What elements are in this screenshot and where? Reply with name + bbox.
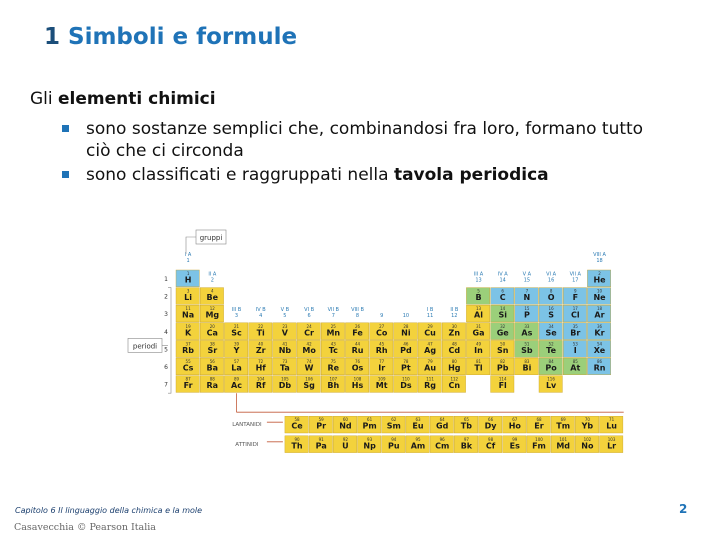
bullet-marker-icon [62, 125, 69, 132]
intro-bold: elementi chimici [58, 89, 216, 109]
group-label-roman: IV A [497, 271, 508, 278]
page-number: 2 [679, 502, 688, 516]
group-label-number: 4 [259, 312, 263, 319]
element-ga-number: 31 [475, 323, 482, 329]
element-gd-number: 64 [439, 417, 445, 423]
element-pt-number: 78 [403, 359, 409, 364]
element-cl-number: 17 [572, 306, 578, 312]
element-hg-symbol: Hg [448, 363, 461, 373]
element-ra-symbol: Ra [206, 381, 219, 391]
bullet-text: sono classificati e raggruppati nella [86, 165, 394, 185]
bullet-item [62, 164, 686, 186]
slide-number: 1 [44, 24, 61, 50]
group-label-number: 8 [355, 312, 360, 319]
element-sn-symbol: Sn [496, 345, 509, 355]
intro-prefix: Gli [30, 89, 59, 109]
element-p-symbol: P [523, 310, 530, 320]
element-cr-symbol: Cr [304, 328, 315, 338]
group-label-number: 16 [547, 277, 555, 284]
period-label: 6 [164, 364, 168, 371]
group-label-number: 15 [523, 277, 531, 284]
element-hs-symbol: Hs [351, 381, 364, 391]
element-se-symbol: Se [545, 328, 557, 338]
element-la-symbol: La [231, 363, 242, 373]
element-ag-number: 47 [427, 341, 433, 347]
element-xe-number: 54 [596, 341, 603, 347]
element-lr-symbol: Lr [607, 441, 617, 451]
element-np-symbol: Np [363, 441, 376, 451]
element-eu-symbol: Eu [412, 421, 424, 431]
element-sr-symbol: Sr [207, 345, 218, 355]
element-po-number: 84 [548, 359, 554, 364]
element-pd-symbol: Pd [400, 345, 412, 355]
element-mn-number: 25 [330, 323, 336, 329]
footer-chapter: Capitolo 6 Il linguaggio della chimica e la mole [15, 506, 203, 515]
element-ce-number: 58 [294, 417, 300, 423]
element-hf-number: 72 [258, 359, 264, 364]
element-ar-number: 18 [596, 306, 603, 312]
slide-title-text: Simboli e formule [68, 24, 298, 50]
element-ho-number: 67 [512, 417, 518, 423]
element-cf-number: 98 [488, 436, 494, 442]
element-rn-number: 86 [596, 359, 603, 364]
element-h-number: 1 [186, 271, 190, 276]
element-c-symbol: C [499, 293, 506, 303]
element-mn-symbol: Mn [326, 328, 341, 338]
element-hs-number: 108 [353, 376, 362, 382]
group-label-roman: IV B [255, 306, 266, 313]
element-fm-number: 100 [535, 436, 543, 442]
intro-line [30, 89, 216, 109]
element-ra-number: 88 [209, 376, 215, 382]
group-label-roman: VI B [304, 306, 315, 313]
element-sc-number: 21 [233, 323, 240, 329]
element-po-symbol: Po [545, 363, 557, 373]
element-am-symbol: Am [410, 441, 426, 451]
element-os-number: 76 [354, 359, 361, 364]
element-eu-number: 63 [415, 417, 421, 423]
element-zn-symbol: Zn [448, 328, 461, 338]
element-fe-symbol: Fe [352, 328, 363, 338]
element-xe-symbol: Xe [593, 345, 606, 355]
element-cs-number: 55 [185, 359, 191, 364]
element-ac-number: 89 [233, 376, 240, 382]
element-u-number: 92 [342, 436, 348, 442]
element-ne-symbol: Ne [593, 293, 606, 303]
element-i-symbol: I [573, 345, 577, 355]
periods-bracket [168, 288, 171, 394]
element-cd-number: 48 [451, 341, 457, 347]
element-lv-number: 116 [547, 376, 555, 382]
element-lu-symbol: Lu [606, 421, 617, 431]
group-label-roman: V A [522, 271, 532, 278]
period-label: 3 [164, 311, 168, 319]
copyright: Casavecchia © Pearson Italia [14, 522, 156, 533]
element-o-number: 8 [549, 288, 553, 294]
group-label-roman: V B [280, 306, 290, 313]
element-th-number: 90 [294, 436, 300, 442]
element-b-number: 5 [477, 288, 480, 294]
element-li-symbol: Li [184, 293, 193, 303]
element-f-number: 9 [574, 288, 577, 294]
element-y-number: 39 [233, 341, 240, 347]
element-pt-symbol: Pt [401, 363, 411, 373]
element-fm-symbol: Fm [532, 441, 546, 451]
element-ds-number: 110 [402, 376, 410, 382]
element-be-number: 4 [211, 288, 214, 294]
element-zr-symbol: Zr [255, 345, 266, 355]
element-cu-number: 29 [427, 323, 433, 329]
element-s-number: 16 [548, 306, 554, 312]
element-cm-number: 96 [439, 436, 445, 442]
element-ni-symbol: Ni [401, 328, 411, 338]
element-w-number: 74 [306, 359, 312, 364]
element-yb-symbol: Yb [581, 421, 594, 431]
element-pa-symbol: Pa [315, 441, 327, 451]
element-cf-symbol: Cf [485, 441, 496, 451]
group-label-roman: II A [208, 271, 217, 278]
element-dy-symbol: Dy [484, 421, 497, 431]
element-tc-symbol: Tc [328, 345, 338, 355]
element-tm-number: 69 [560, 417, 566, 423]
element-rf-number: 104 [256, 376, 265, 382]
element-pa-number: 91 [318, 436, 324, 442]
element-p-number: 15 [524, 306, 530, 312]
element-ho-symbol: Ho [508, 421, 521, 431]
slide-title [44, 24, 297, 50]
element-pm-number: 61 [367, 417, 373, 423]
group-label-roman: I A [184, 252, 192, 258]
period-label: 7 [164, 381, 168, 389]
element-ni-number: 28 [403, 323, 409, 329]
element-u-symbol: U [342, 441, 349, 451]
element-al-symbol: Al [474, 310, 483, 320]
element-mo-symbol: Mo [302, 345, 316, 355]
element-co-number: 27 [379, 323, 385, 329]
groups-callout-label: gruppi [199, 234, 223, 242]
element-fr-number: 87 [185, 376, 191, 382]
element-si-number: 14 [500, 306, 506, 312]
element-sn-number: 50 [500, 341, 506, 347]
group-label-number: 17 [572, 277, 579, 284]
element-v-symbol: V [281, 328, 289, 338]
element-rb-number: 37 [185, 341, 191, 347]
element-bh-number: 107 [329, 376, 338, 382]
element-nb-symbol: Nb [278, 345, 292, 355]
element-bh-symbol: Bh [327, 381, 340, 391]
element-cn-number: 112 [450, 376, 459, 382]
element-ds-symbol: Ds [400, 381, 412, 391]
bullet-marker-icon [62, 171, 69, 178]
element-cu-symbol: Cu [424, 328, 436, 338]
element-sb-symbol: Sb [521, 345, 533, 355]
group-label-roman: VII A [569, 271, 581, 278]
element-as-number: 33 [524, 323, 530, 329]
element-te-symbol: Te [546, 345, 557, 355]
element-mo-number: 42 [306, 341, 312, 347]
group-label-roman: I B [426, 306, 434, 313]
element-cr-number: 24 [306, 323, 312, 329]
element-rf-symbol: Rf [255, 381, 266, 391]
element-br-number: 35 [572, 323, 578, 329]
period-label: 1 [164, 276, 168, 283]
element-zr-number: 40 [258, 341, 264, 347]
period-label: 4 [164, 328, 168, 336]
element-bi-symbol: Bi [522, 363, 532, 373]
element-he-symbol: He [593, 275, 606, 285]
element-ir-number: 77 [379, 359, 385, 364]
element-co-symbol: Co [376, 328, 388, 338]
element-ne-number: 10 [596, 288, 603, 294]
element-la-number: 57 [233, 359, 240, 364]
periodic-table-svg [124, 228, 640, 490]
element-nd-number: 60 [342, 417, 348, 423]
element-pd-number: 46 [403, 341, 409, 347]
element-rb-symbol: Rb [182, 345, 195, 355]
element-se-number: 34 [548, 323, 554, 329]
element-mg-symbol: Mg [205, 310, 220, 320]
element-es-number: 99 [512, 436, 518, 442]
group-label-number: 3 [234, 312, 239, 319]
group-label-number: 14 [499, 277, 506, 284]
element-fe-number: 26 [354, 323, 361, 329]
element-ta-symbol: Ta [279, 363, 290, 373]
element-as-symbol: As [521, 328, 533, 338]
periods-callout-label: periodi [132, 342, 158, 351]
element-ir-symbol: Ir [378, 363, 386, 373]
element-tl-symbol: Tl [474, 363, 483, 373]
element-lr-number: 103 [607, 436, 616, 442]
group-label-roman: VII B [327, 306, 339, 313]
element-ca-symbol: Ca [206, 328, 218, 338]
element-ga-symbol: Ga [472, 328, 485, 338]
element-mt-number: 109 [377, 376, 386, 382]
element-re-number: 75 [330, 359, 336, 364]
element-i-number: 53 [572, 341, 578, 347]
group-label-number: 18 [596, 258, 603, 264]
element-ti-number: 22 [258, 323, 264, 329]
group-label-number: 9 [380, 312, 384, 319]
element-re-symbol: Re [327, 363, 340, 373]
element-md-symbol: Md [556, 441, 571, 451]
element-cl-symbol: Cl [570, 310, 580, 320]
element-ti-symbol: Ti [256, 328, 265, 338]
element-c-number: 6 [501, 288, 504, 294]
element-at-symbol: At [570, 363, 581, 373]
element-zn-number: 30 [451, 323, 457, 329]
element-na-number: 11 [185, 306, 191, 312]
element-cm-symbol: Cm [435, 441, 450, 451]
element-rg-number: 111 [426, 376, 434, 382]
element-he-number: 2 [598, 271, 601, 276]
element-er-number: 68 [536, 417, 542, 423]
element-mg-number: 12 [209, 306, 215, 312]
element-pb-number: 82 [500, 359, 506, 364]
element-tb-symbol: Tb [460, 421, 472, 431]
element-bk-symbol: Bk [460, 441, 473, 451]
group-label-roman: VIII B [351, 306, 364, 313]
element-ca-number: 20 [209, 323, 215, 329]
element-v-number: 23 [282, 323, 288, 329]
element-fl-symbol: Fl [498, 381, 507, 391]
group-label-number: 2 [210, 277, 214, 284]
element-n-symbol: N [523, 293, 531, 303]
element-hf-symbol: Hf [255, 363, 266, 373]
element-sr-number: 38 [209, 341, 215, 347]
element-sb-number: 51 [524, 341, 530, 347]
element-ag-symbol: Ag [424, 345, 437, 355]
element-f-symbol: F [572, 293, 579, 303]
element-tl-number: 81 [475, 359, 482, 364]
element-md-number: 101 [559, 436, 568, 442]
bullet-list [62, 118, 686, 188]
element-sc-symbol: Sc [231, 328, 242, 338]
group-label-roman: III B [231, 306, 242, 313]
element-li-number: 3 [186, 288, 190, 294]
group-label-number: 5 [283, 312, 287, 319]
element-ac-symbol: Ac [231, 381, 242, 391]
element-ba-symbol: Ba [206, 363, 219, 373]
element-sg-symbol: Sg [303, 381, 315, 391]
element-rg-symbol: Rg [424, 381, 437, 391]
element-pr-number: 59 [318, 417, 324, 423]
element-ge-number: 32 [500, 323, 506, 329]
element-pu-symbol: Pu [388, 441, 400, 451]
element-k-number: 19 [185, 323, 191, 329]
element-ar-symbol: Ar [594, 310, 605, 320]
bullet-bold-text: tavola periodica [393, 165, 549, 185]
element-pm-symbol: Pm [362, 421, 377, 431]
element-au-symbol: Au [424, 363, 437, 373]
element-fr-symbol: Fr [183, 381, 193, 391]
element-no-number: 102 [583, 436, 592, 442]
element-th-symbol: Th [291, 441, 303, 451]
element-br-symbol: Br [570, 328, 581, 338]
element-er-symbol: Er [534, 421, 544, 431]
element-pb-symbol: Pb [496, 363, 509, 373]
element-n-number: 7 [525, 288, 529, 294]
element-sm-symbol: Sm [386, 421, 401, 431]
period-label: 5 [164, 346, 168, 354]
element-ge-symbol: Ge [496, 328, 509, 338]
element-ta-number: 73 [282, 359, 288, 364]
element-ru-symbol: Ru [351, 345, 364, 355]
group-label-number: 12 [451, 312, 458, 319]
element-ru-number: 44 [354, 341, 361, 347]
element-rn-symbol: Rn [593, 363, 606, 373]
lanthanides-label: LANTANIDI [232, 422, 262, 429]
element-dy-number: 66 [488, 417, 494, 423]
actinides-label: ATTINIDI [235, 441, 259, 448]
period-label: 2 [164, 293, 168, 301]
element-db-symbol: Db [278, 381, 292, 391]
element-pr-symbol: Pr [316, 421, 327, 431]
element-ce-symbol: Ce [291, 421, 303, 431]
element-nd-symbol: Nd [339, 421, 352, 431]
element-bi-number: 83 [524, 359, 530, 364]
element-rh-symbol: Rh [375, 345, 388, 355]
element-nb-number: 41 [282, 341, 288, 347]
group-label-roman: VI A [546, 271, 557, 278]
bullet-text: sono sostanze semplici che, combinandosi fra loro, formano tutto ciò che ci circonda [86, 119, 644, 161]
element-es-symbol: Es [509, 441, 520, 451]
group-label-number: 1 [186, 258, 190, 264]
element-np-number: 93 [367, 436, 373, 442]
element-te-number: 52 [548, 341, 554, 347]
group-label-number: 6 [307, 312, 311, 319]
element-at-number: 85 [572, 359, 578, 364]
element-k-symbol: K [184, 328, 192, 338]
element-in-symbol: In [474, 345, 483, 355]
element-in-number: 49 [475, 341, 482, 347]
element-au-number: 79 [427, 359, 433, 364]
element-bk-number: 97 [463, 436, 469, 442]
element-mt-symbol: Mt [375, 381, 388, 391]
element-hg-number: 80 [451, 359, 457, 364]
group-label-roman: III A [473, 271, 484, 278]
element-cn-symbol: Cn [448, 381, 461, 391]
element-s-symbol: S [548, 310, 554, 320]
element-no-symbol: No [581, 441, 594, 451]
element-o-symbol: O [547, 293, 555, 303]
element-h-symbol: H [184, 275, 192, 285]
element-na-symbol: Na [182, 310, 195, 320]
element-cd-symbol: Cd [448, 345, 461, 355]
element-tm-symbol: Tm [556, 421, 571, 431]
element-gd-symbol: Gd [436, 421, 449, 431]
element-os-symbol: Os [351, 363, 364, 373]
element-db-number: 105 [281, 376, 289, 382]
element-pu-number: 94 [391, 436, 397, 442]
element-lv-symbol: Lv [545, 381, 557, 391]
group-label-number: 13 [475, 277, 482, 284]
element-cs-symbol: Cs [182, 363, 194, 373]
element-al-number: 13 [475, 306, 482, 312]
element-si-symbol: Si [498, 310, 507, 320]
group-label-number: 7 [331, 312, 335, 319]
group-label-number: 10 [402, 312, 410, 319]
element-ba-number: 56 [209, 359, 215, 364]
element-tc-number: 43 [330, 341, 336, 347]
element-kr-number: 36 [596, 323, 603, 329]
bullet-item [62, 118, 646, 162]
group-label-roman: II B [450, 306, 459, 313]
element-sg-number: 106 [305, 376, 313, 382]
element-w-symbol: W [304, 363, 314, 373]
element-y-symbol: Y [233, 345, 240, 355]
element-b-symbol: B [475, 293, 482, 303]
element-fl-number: 114 [498, 376, 507, 382]
periodic-table-figure [124, 228, 640, 490]
element-yb-number: 70 [584, 417, 590, 423]
element-kr-symbol: Kr [594, 328, 605, 338]
element-tb-number: 65 [463, 417, 469, 423]
element-am-number: 95 [415, 436, 421, 442]
element-sm-number: 62 [391, 417, 397, 423]
element-lu-number: 71 [609, 417, 615, 423]
group-label-roman: VIII A [593, 252, 606, 258]
group-label-number: 11 [426, 312, 434, 319]
element-rh-number: 45 [379, 341, 385, 347]
element-be-symbol: Be [206, 293, 219, 303]
